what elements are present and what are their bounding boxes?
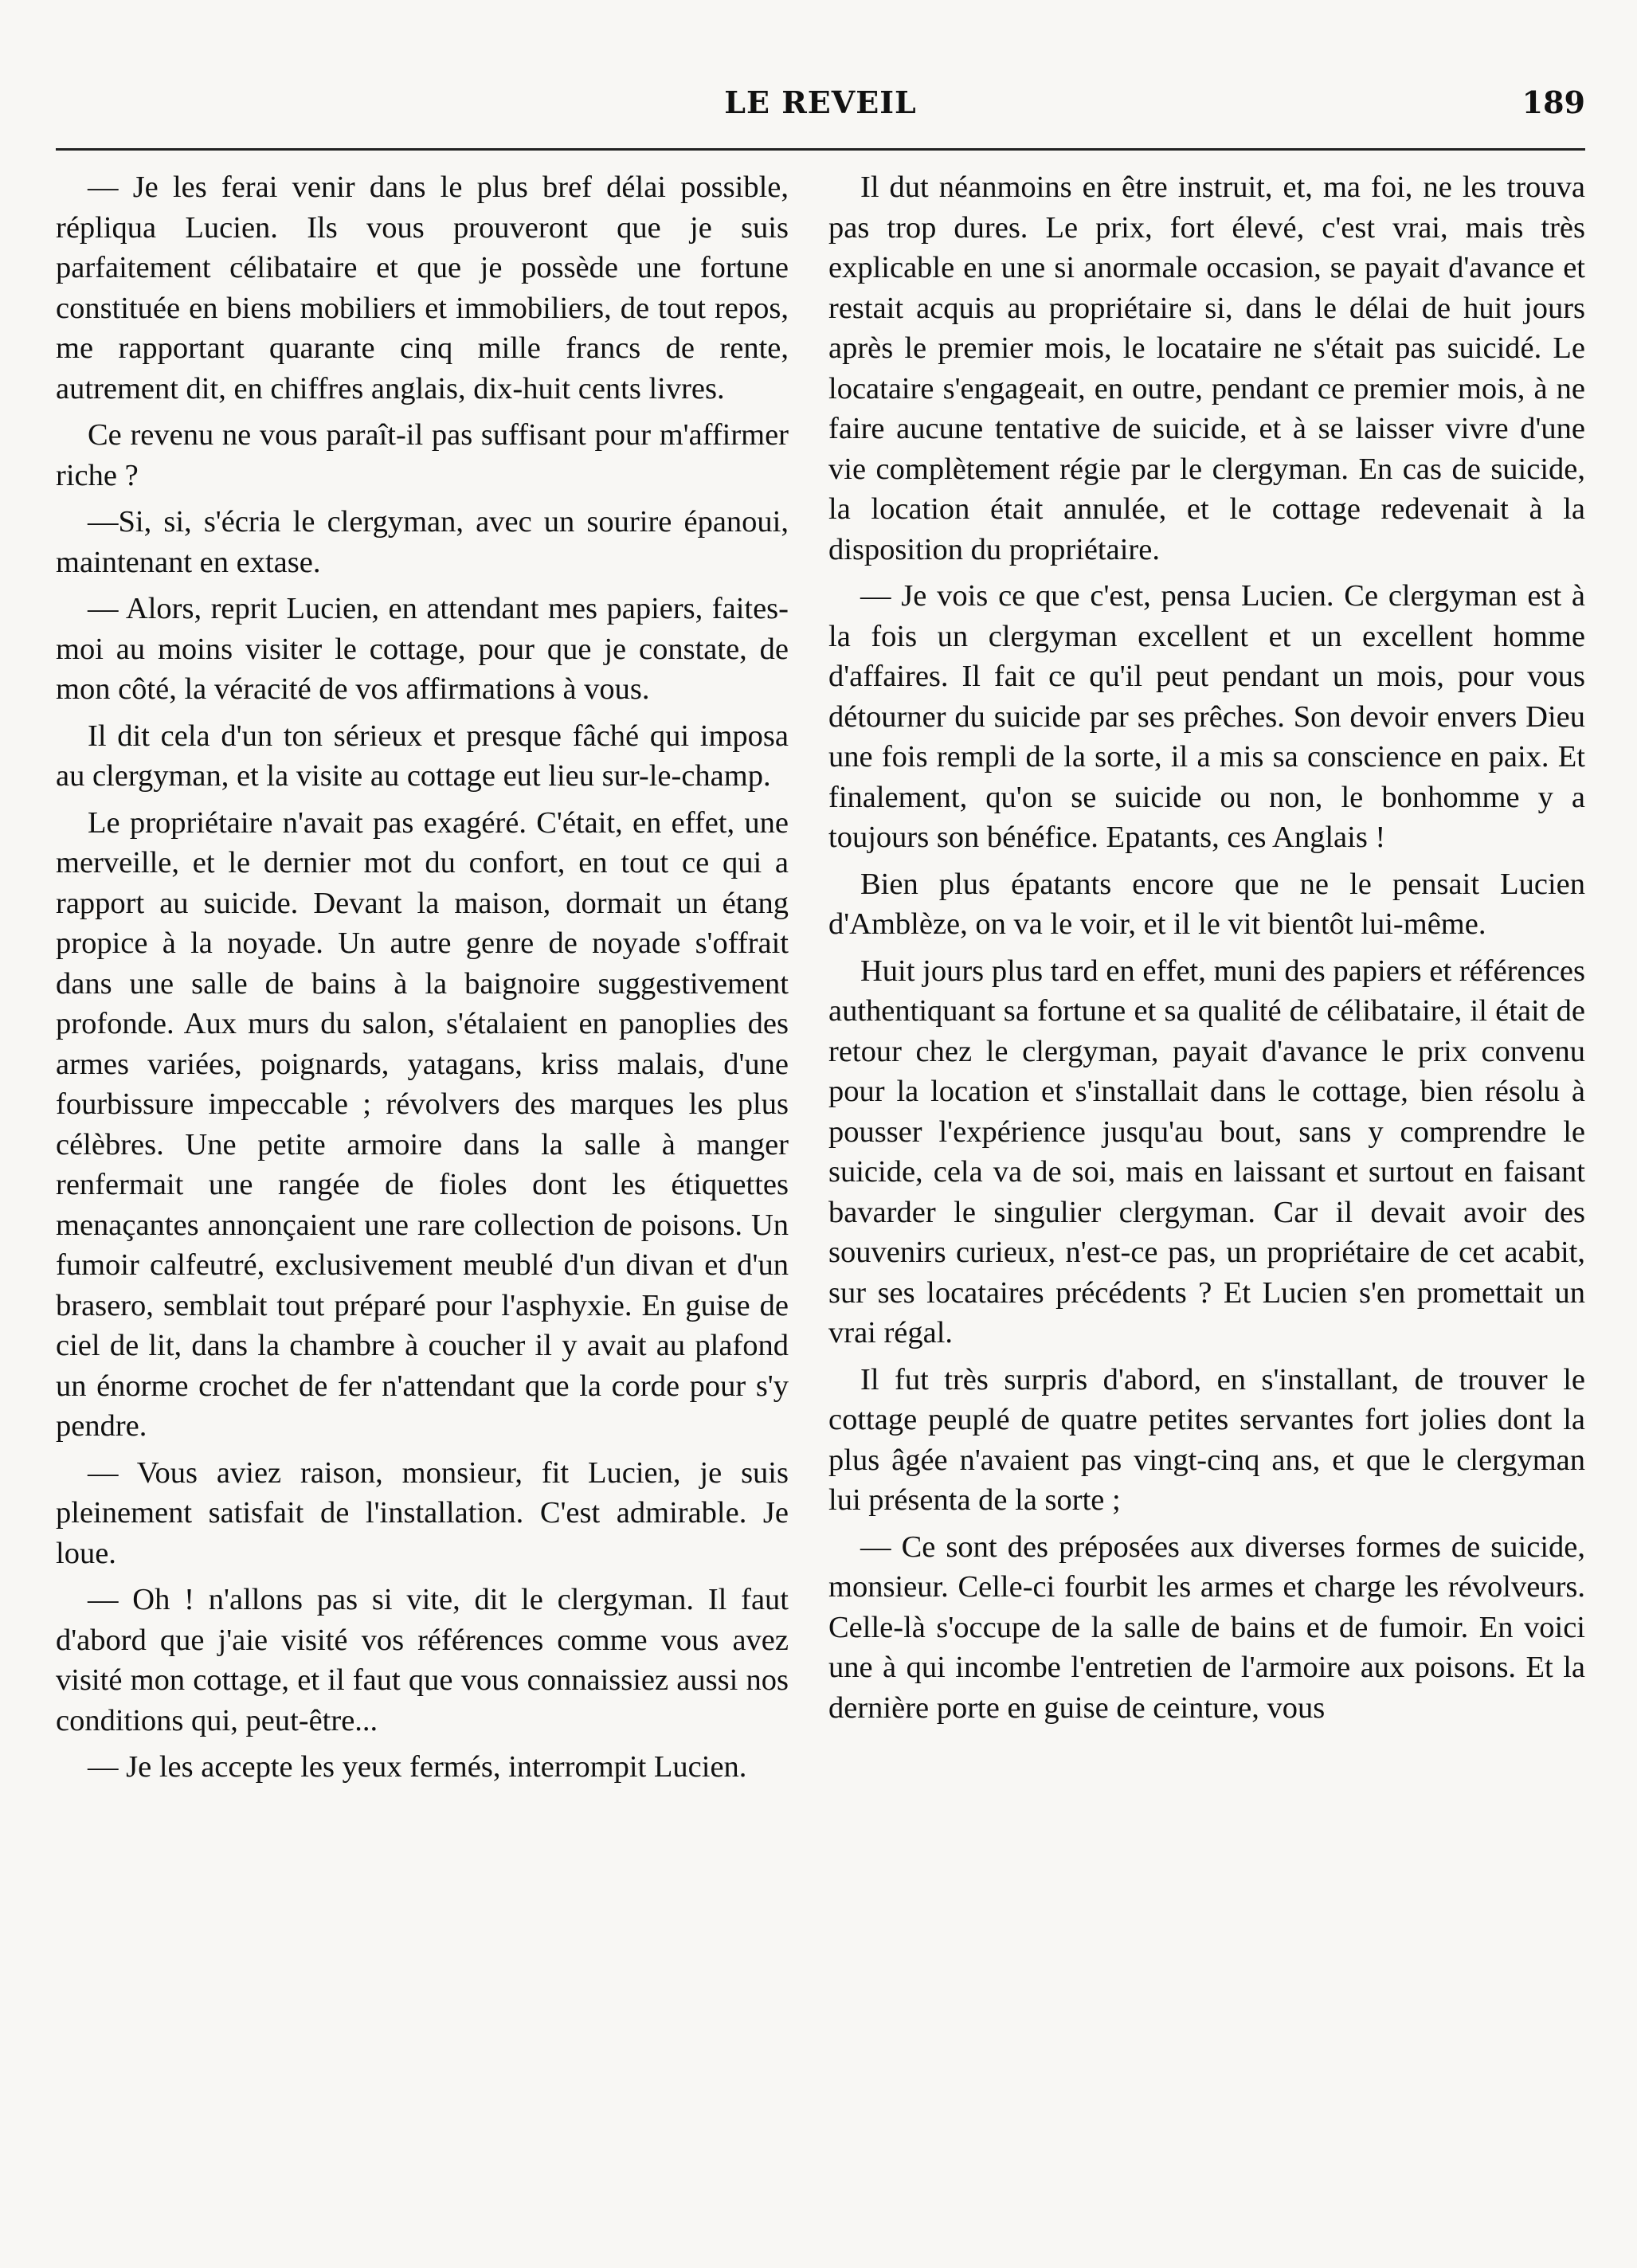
paragraph: Huit jours plus tard en effet, muni des papiers et références authentiquant sa fortune et sa qualité de célibataire, il était de retour chez le clergyman, payait d'avance le prix convenu pour la location et s'installait dans le cottage, bien résolu à pousser l'expérience jusqu'au bout, sans y comprendre le suicide, cela va de soi, mais en laissant et surtout en faisant bavarder le singulier clergyman. Car il devait avoir des souvenirs curieux, n'est-ce pas, un propriétaire de cet acabit, sur ses locataires précédents ? Et Lucien s'en promettait un vrai régal.: [828, 954, 1585, 1349]
paragraph: — Je les ferai venir dans le plus bref délai possible, répliqua Lucien. Ils vous prouveront que je suis parfaitement célibataire et que je possède une fortune constituée en biens mobiliers et immobiliers, de tout repos, me rapportant quarante cinq mille francs de rente, autrement dit, en chiffres anglais, dix-huit cents livres.: [56, 170, 789, 405]
paragraph: — Je vois ce que c'est, pensa Lucien. Ce clergyman est à la fois un clergyman excellent et un excellent homme d'affaires. Il fait ce qu'il peut pendant un mois, pour vous détourner du suicide par ses prêches. Son devoir envers Dieu une fois rempli de la sorte, il a mis sa conscience en paix. Et finalement, qu'on se suicide ou non, le bonhomme y a toujours son bénéfice. Epatants, ces Anglais !: [828, 579, 1585, 854]
right-column: [828, 167, 1585, 1734]
left-column: [56, 167, 789, 1794]
header-rule: [56, 148, 1585, 151]
paragraph: — Ce sont des préposées aux diverses formes de suicide, monsieur. Celle-ci fourbit les armes et charge les révolveurs. Celle-là s'occupe de la salle de bains et de fumoir. En voici une à qui incombe l'entretien de l'armoire aux poisons. Et la dernière porte en guise de ceinture, vous: [828, 1530, 1585, 1725]
paragraph: — Vous aviez raison, monsieur, fit Lucien, je suis pleinement satisfait de l'installation. C'est admirable. Je loue.: [56, 1455, 789, 1570]
paragraph: Il dit cela d'un ton sérieux et presque fâché qui imposa au clergyman, et la visite au cottage eut lieu sur-le-champ.: [56, 719, 789, 793]
paragraph: — Je les accepte les yeux fermés, interrompit Lucien.: [88, 1750, 747, 1784]
paragraph: Bien plus épatants encore que ne le pensait Lucien d'Amblèze, on va le voir, et il le vit bientôt lui-même.: [828, 867, 1585, 941]
paragraph: Il dut néanmoins en être instruit, et, ma foi, ne les trouva pas trop dures. Le prix, fort élevé, c'est vrai, mais très explicable en une si anormale occasion, se payait d'avance et restait acquis au propriétaire si, dans le délai de huit jours après le premier mois, le locataire ne s'était pas suicidé. Le locataire s'engageait, en outre, pendant ce premier mois, à ne faire aucune tentative de suicide, et à se laisser vivre d'une vie complètement régie par le clergyman. En cas de suicide, la location était annulée, et le cottage redevenait à la disposition du propriétaire.: [828, 170, 1585, 566]
running-title: LE REVEIL: [724, 84, 917, 120]
paragraph: Le propriétaire n'avait pas exagéré. C'était, en effet, une merveille, et le dernier mot du confort, en tout ce qui a rapport au suicide. Devant la maison, dormait un étang propice à la noyade. Un autre genre de noyade s'offrait dans une salle de bains à la baignoire suggestivement profonde. Aux murs du salon, s'étalaient en panoplies des armes variées, poignards, yatagans, kriss malais, d'une fourbissure impeccable ; révolvers des marques les plus célèbres. Une petite armoire dans la salle à manger renfermait une rangée de fioles dont les étiquettes menaçantes annonçaient une rare collection de poisons. Un fumoir calfeutré, exclusivement meublé d'un divan et d'un brasero, semblait tout préparé pour l'asphyxie. En guise de ciel de lit, dans la chambre à coucher il y avait au plafond un énorme crochet de fer n'attendant que la corde pour s'y pendre.: [56, 805, 789, 1443]
page-header: [56, 84, 1585, 132]
paragraph: Ce revenu ne vous paraît-il pas suffisant pour m'affirmer riche ?: [56, 418, 789, 492]
page-number: 189: [1521, 84, 1585, 120]
paragraph: Il fut très surpris d'abord, en s'installant, de trouver le cottage peuplé de quatre petites servantes fort jolies dont la plus âgée n'avaient pas vingt-cinq ans, et que le clergyman lui présenta de la sorte ;: [828, 1362, 1585, 1517]
paragraph: —Si, si, s'écria le clergyman, avec un sourire épanoui, maintenant en extase.: [56, 505, 789, 579]
paragraph: — Oh ! n'allons pas si vite, dit le clergyman. Il faut d'abord que j'aie visité vos références comme vous avez visité mon cottage, et il faut que vous connaissiez aussi nos conditions qui, peut-être...: [56, 1583, 789, 1737]
paragraph: — Alors, reprit Lucien, en attendant mes papiers, faites-moi au moins visiter le cottage, pour que je constate, de mon côté, la véracité de vos affirmations à vous.: [56, 592, 789, 706]
